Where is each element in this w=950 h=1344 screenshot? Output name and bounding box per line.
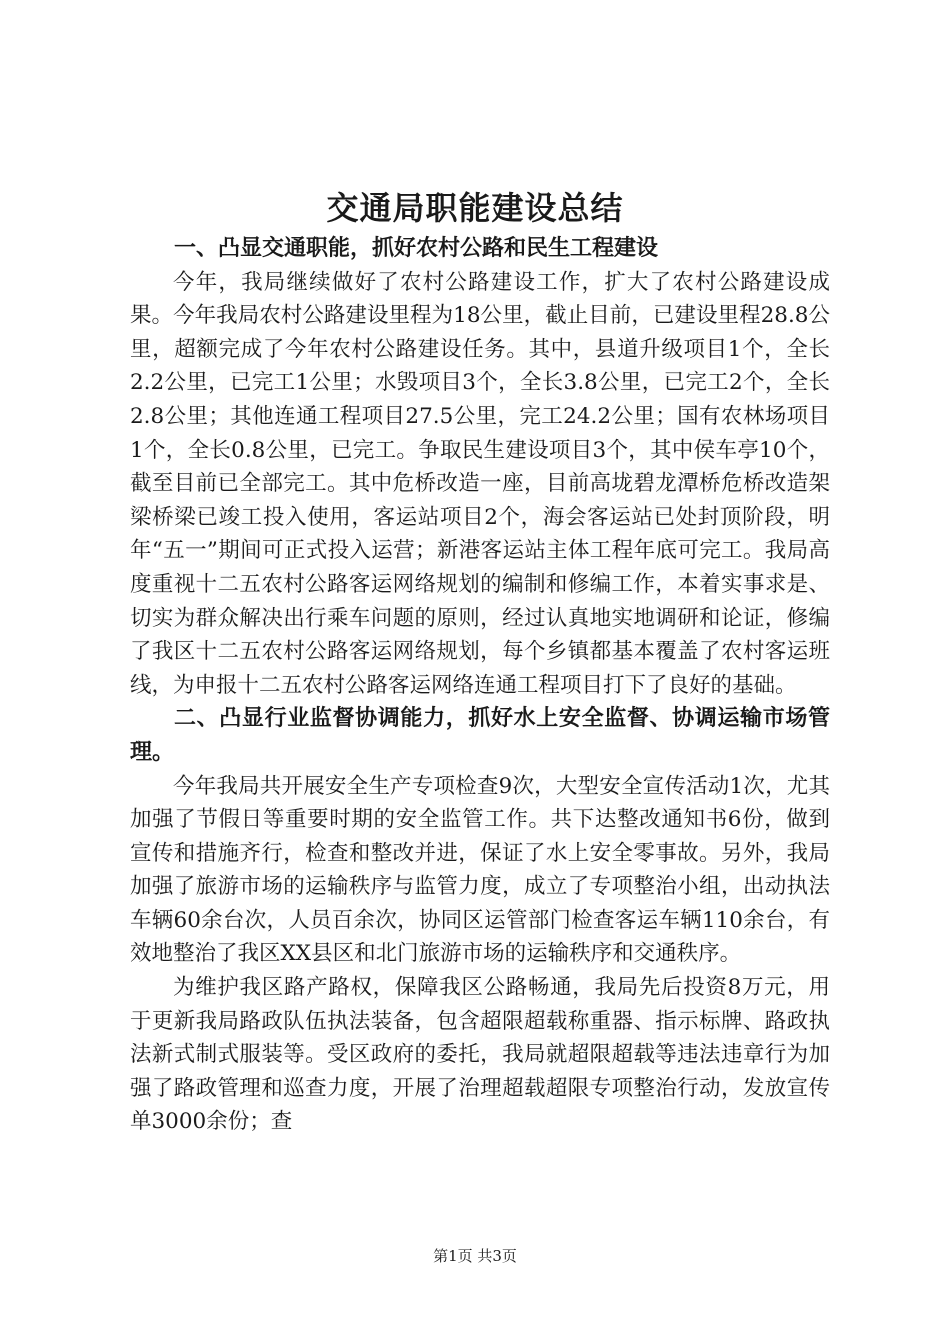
section-heading: 二、凸显行业监督协调能力，抓好水上安全监督、协调运输市场管理。: [130, 706, 830, 765]
page-indicator: 第1页 共3页: [433, 1247, 517, 1265]
body-paragraph: 今年我局共开展安全生产专项检查9次，大型安全宣传活动1次，尤其加强了节假日等重要时期的安全监管工作。共下达整改通知书6份，做到宣传和措施齐行，检查和整改并进，保证了水上安全零事故。另外，我局加强了旅游市场的运输秩序与监管力度，成立了专项整治小组，出动执法车辆60余台次，人员百余次，协同区运管部门检查客运车辆110余台，有效地整治了我区XX县区和北门旅游市场的运输秩序和交通秩序。: [130, 773, 830, 967]
section-heading: 一、凸显交通职能，抓好农村公路和民生工程建设: [174, 236, 659, 261]
body-paragraph: 为维护我区路产路权，保障我区公路畅通，我局先后投资8万元，用于更新我局路政队伍执法装备，包含超限超载称重器、指示标牌、路政执法新式制式服装等。受区政府的委托，我局就超限超载等违法违章行为加强了路政管理和巡查力度，开展了治理超载超限专项整治行动，发放宣传单3000余份；查: [130, 975, 830, 1135]
document-body: [130, 232, 830, 1139]
body-paragraph: 今年，我局继续做好了农村公路建设工作，扩大了农村公路建设成果。今年我局农村公路建设里程为18公里，截止目前，已建设里程28.8公里，超额完成了今年农村公路建设任务。其中，县道升级项目1个，全长2.2公里，已完工1公里；水毁项目3个，全长3.8公里，已完工2个，全长2.8公里；其他连通工程项目27.5公里，完工24.2公里；国有农林场项目1个，全长0.8公里，已完工。争取民生建设项目3个，其中侯车亭10个，截至目前已全部完工。其中危桥改造一座，目前高垅碧龙潭桥危桥改造架梁桥梁已竣工投入使用，客运站项目2个，海会客运站已处封顶阶段，明年“五一”期间可正式投入运营；新港客运站主体工程年底可完工。我局高度重视十二五农村公路客运网络规划的编制和修编工作，本着实事求是、切实为群众解决出行乘车问题的原则，经过认真地实地调研和论证，修编了我区十二五农村公路客运网络规划，每个乡镇都基本覆盖了农村客运班线，为申报十二五农村公路客运网络连通工程项目打下了良好的基础。: [130, 269, 830, 698]
page-footer: [0, 1246, 950, 1266]
document-title: 交通局职能建设总结: [326, 189, 624, 227]
